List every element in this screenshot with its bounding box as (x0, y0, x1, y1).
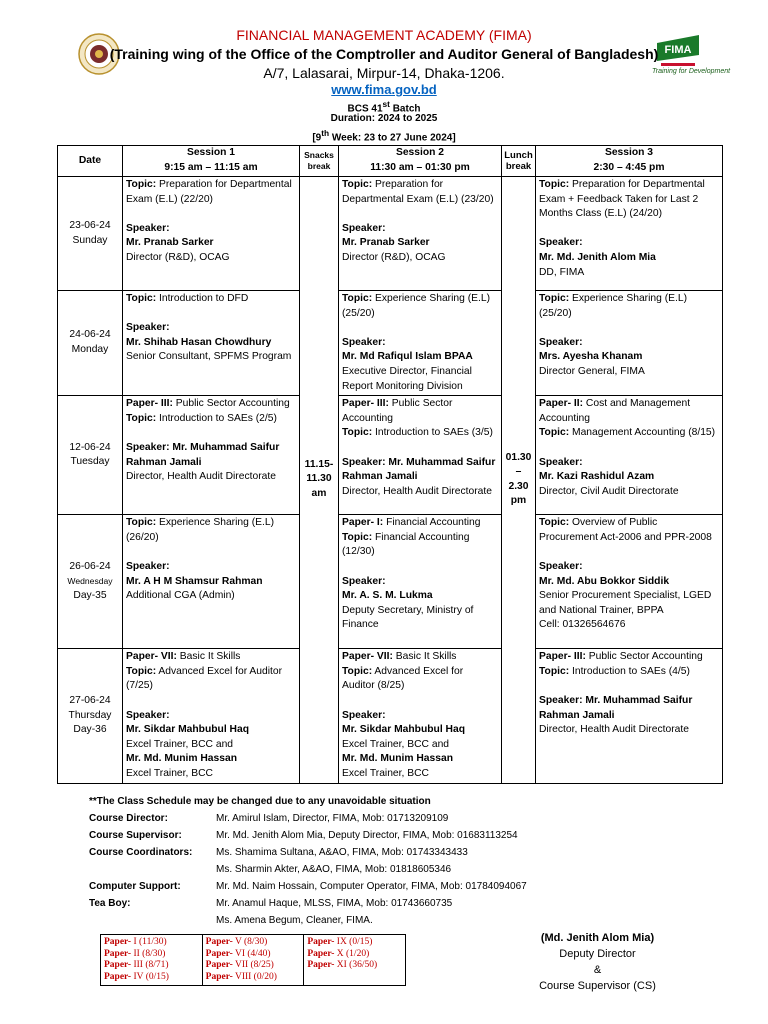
date-cell: 23-06-24 Sunday (58, 177, 123, 291)
session-1-cell: Paper- III: Public Sector Accounting Topic: Introduction to SAEs (2/5) Speaker: Mr. Muhammad Saifur Rahman Jamali Director, Health Audit Directorate (123, 396, 300, 515)
session-2-cell: Topic: Experience Sharing (E.L) (25/20) Speaker: Mr. Md Rafiqul Islam BPAA Executive Director, Financial Report Monitoring Division (339, 291, 502, 396)
schedule-disclaimer: **The Class Schedule may be changed due to any unavoidable situation (89, 796, 431, 807)
header-session-3: Session 3 2:30 – 4:45 pm (536, 146, 723, 177)
org-address: A/7, Lalasarai, Mirpur-14, Dhaka-1206. (263, 65, 505, 81)
date-cell: 24-06-24 Monday (58, 291, 123, 396)
org-name: FINANCIAL MANAGEMENT ACADEMY (FIMA) (236, 27, 532, 43)
table-row (58, 396, 723, 515)
session-1-cell: Topic: Experience Sharing (E.L) (26/20) Speaker: Mr. A H M Shamsur Rahman Additional CGA (Admin) (123, 515, 300, 649)
date-cell: 27-06-24 Thursday Day-36 (58, 649, 123, 783)
header-session-2: Session 2 11:30 am – 01:30 pm (339, 146, 502, 177)
header-snacks-break: Snacks break (300, 146, 339, 177)
session-3-cell: Paper- II: Cost and Management Accounting Topic: Management Accounting (8/15) Speaker: Mr. Kazi Rashidul Azam Director, Civil Audit Directorate (536, 396, 723, 515)
lunch-break-cell: 01.30 – 2.30 pm (502, 177, 536, 784)
paper-column-3 (304, 935, 406, 986)
paper-item: Paper- XI (36/50) (307, 960, 378, 971)
snacks-break-cell: 11.15- 11.30 am (300, 177, 339, 784)
session-1-cell: Topic: Introduction to DFD Speaker: Mr. Shihab Hasan Chowdhury Senior Consultant, SPFMS Program (123, 291, 300, 396)
duration: Duration: 2024 to 2025 (330, 113, 438, 124)
course-director: Mr. Amirul Islam, Director, FIMA, Mob: 01713209109 (216, 813, 449, 824)
table-row (58, 291, 723, 396)
session-2-cell: Paper- I: Financial Accounting Topic: Financial Accounting (12/30) Speaker: Mr. A. S. M. Lukma Deputy Secretary, Ministry of Finance (339, 515, 502, 649)
header-session-1: Session 1 9:15 am – 11:15 am (123, 146, 300, 177)
paper-item: Paper- III (8/71) (104, 960, 169, 971)
table-row (58, 649, 723, 783)
svg-text:FIMA: FIMA (664, 44, 692, 56)
session-2-cell: Paper- VII: Basic It Skills Topic: Advanced Excel for Auditor (8/25) Speaker: Mr. Sikdar Mahbubul Haq Excel Trainer, BCC and Mr. Md. Munim Hassan Excel Trainer, BCC (339, 649, 502, 783)
session-1-cell: Paper- VII: Basic It Skills Topic: Advanced Excel for Auditor (7/25) Speaker: Mr. Sikdar Mahbubul Haq Excel Trainer, BCC and Mr. Md. Munim Hassan Excel Trainer, BCC (123, 649, 300, 783)
coordinator-1: Ms. Shamima Sultana, A&AO, FIMA, Mob: 01743343433 (216, 847, 468, 858)
paper-item: Paper- II (8/30) (104, 948, 166, 959)
paper-item: Paper- VI (4/40) (205, 948, 271, 959)
signatory-title: Deputy Director (559, 948, 636, 960)
coordinator-2: Ms. Sharmin Akter, A&AO, FIMA, Mob: 01818605346 (216, 864, 452, 875)
paper-column-2 (202, 935, 304, 986)
tea-boy-label: Tea Boy: (89, 898, 131, 909)
paper-item: Paper- VIII (0/20) (205, 971, 277, 982)
tea-boy-1: Mr. Anamul Haque, MLSS, FIMA, Mob: 01743660735 (216, 898, 453, 909)
paper-item: Paper- X (1/20) (307, 948, 370, 959)
session-2-cell: Paper- III: Public Sector Accounting Topic: Introduction to SAEs (3/5) Speaker: Mr. Muhammad Saifur Rahman Jamali Director, Health Audit Directorate (339, 396, 502, 515)
table-row (58, 515, 723, 649)
paper-column-1 (101, 935, 203, 986)
logo-tagline: Training for Development (652, 68, 731, 75)
header-lunch-break: Lunch break (502, 146, 536, 177)
course-director-label: Course Director: (89, 813, 168, 824)
paper-progress-table (100, 934, 406, 986)
signatory-role: Course Supervisor (CS) (539, 980, 656, 992)
batch-title: BCS 41st Batch (347, 99, 421, 115)
website-link[interactable]: www.fima.gov.bd (331, 82, 437, 97)
header-date: Date (58, 146, 123, 177)
date-cell: 26-06-24 Wednesday Day-35 (58, 515, 123, 649)
computer-support-label: Computer Support: (89, 881, 181, 892)
week-range: [9th Week: 23 to 27 June 2024] (312, 128, 456, 144)
tea-boy-2: Ms. Amena Begum, Cleaner, FIMA. (216, 915, 373, 926)
signatory-amp: & (593, 964, 602, 976)
session-2-cell: Topic: Preparation for Departmental Exam (E.L) (23/20) Speaker: Mr. Pranab Sarker Director (R&D), OCAG (339, 177, 502, 291)
org-subtitle: (Training wing of the Office of the Comptroller and Auditor General of Bangladesh) (109, 46, 659, 62)
paper-item: Paper- V (8/30) (205, 937, 268, 947)
session-3-cell: Topic: Preparation for Departmental Exam + Feedback Taken for Last 2 Months Class (E.L) (24/20) Speaker: Mr. Md. Jenith Alom Mia DD, FIMA (536, 177, 723, 291)
paper-item: Paper- I (11/30) (104, 937, 167, 947)
session-3-cell: Paper- III: Public Sector Accounting Topic: Introduction to SAEs (4/5) Speaker: Mr. Muhammad Saifur Rahman Jamali Director, Health Audit Directorate (536, 649, 723, 783)
computer-support: Mr. Md. Naim Hossain, Computer Operator, FIMA, Mob: 01784094067 (216, 881, 527, 892)
paper-item: Paper- IX (0/15) (307, 937, 373, 947)
paper-item: Paper- IV (0/15) (104, 971, 169, 982)
signatory-name: (Md. Jenith Alom Mia) (540, 932, 655, 944)
session-1-cell: Topic: Preparation for Departmental Exam (E.L) (22/20) Speaker: Mr. Pranab Sarker Director (R&D), OCAG (123, 177, 300, 291)
table-header-row (58, 146, 723, 177)
course-supervisor-label: Course Supervisor: (89, 830, 182, 841)
table-row (58, 177, 723, 291)
paper-item: Paper- VII (8/25) (205, 960, 274, 971)
schedule-table (57, 145, 723, 784)
course-supervisor: Mr. Md. Jenith Alom Mia, Deputy Director, FIMA, Mob: 01683113254 (216, 830, 518, 841)
coordinators-label: Course Coordinators: (89, 847, 193, 858)
session-3-cell: Topic: Overview of Public Procurement Act-2006 and PPR-2008 Speaker: Mr. Md. Abu Bokkor Siddik Senior Procurement Specialist, LGED and National Trainer, BPPA Cell: 01326564676 (536, 515, 723, 649)
date-cell: 12-06-24 Tuesday (58, 396, 123, 515)
session-3-cell: Topic: Experience Sharing (E.L) (25/20) Speaker: Mrs. Ayesha Khanam Director General, FIMA (536, 291, 723, 396)
signature-block (520, 930, 675, 994)
